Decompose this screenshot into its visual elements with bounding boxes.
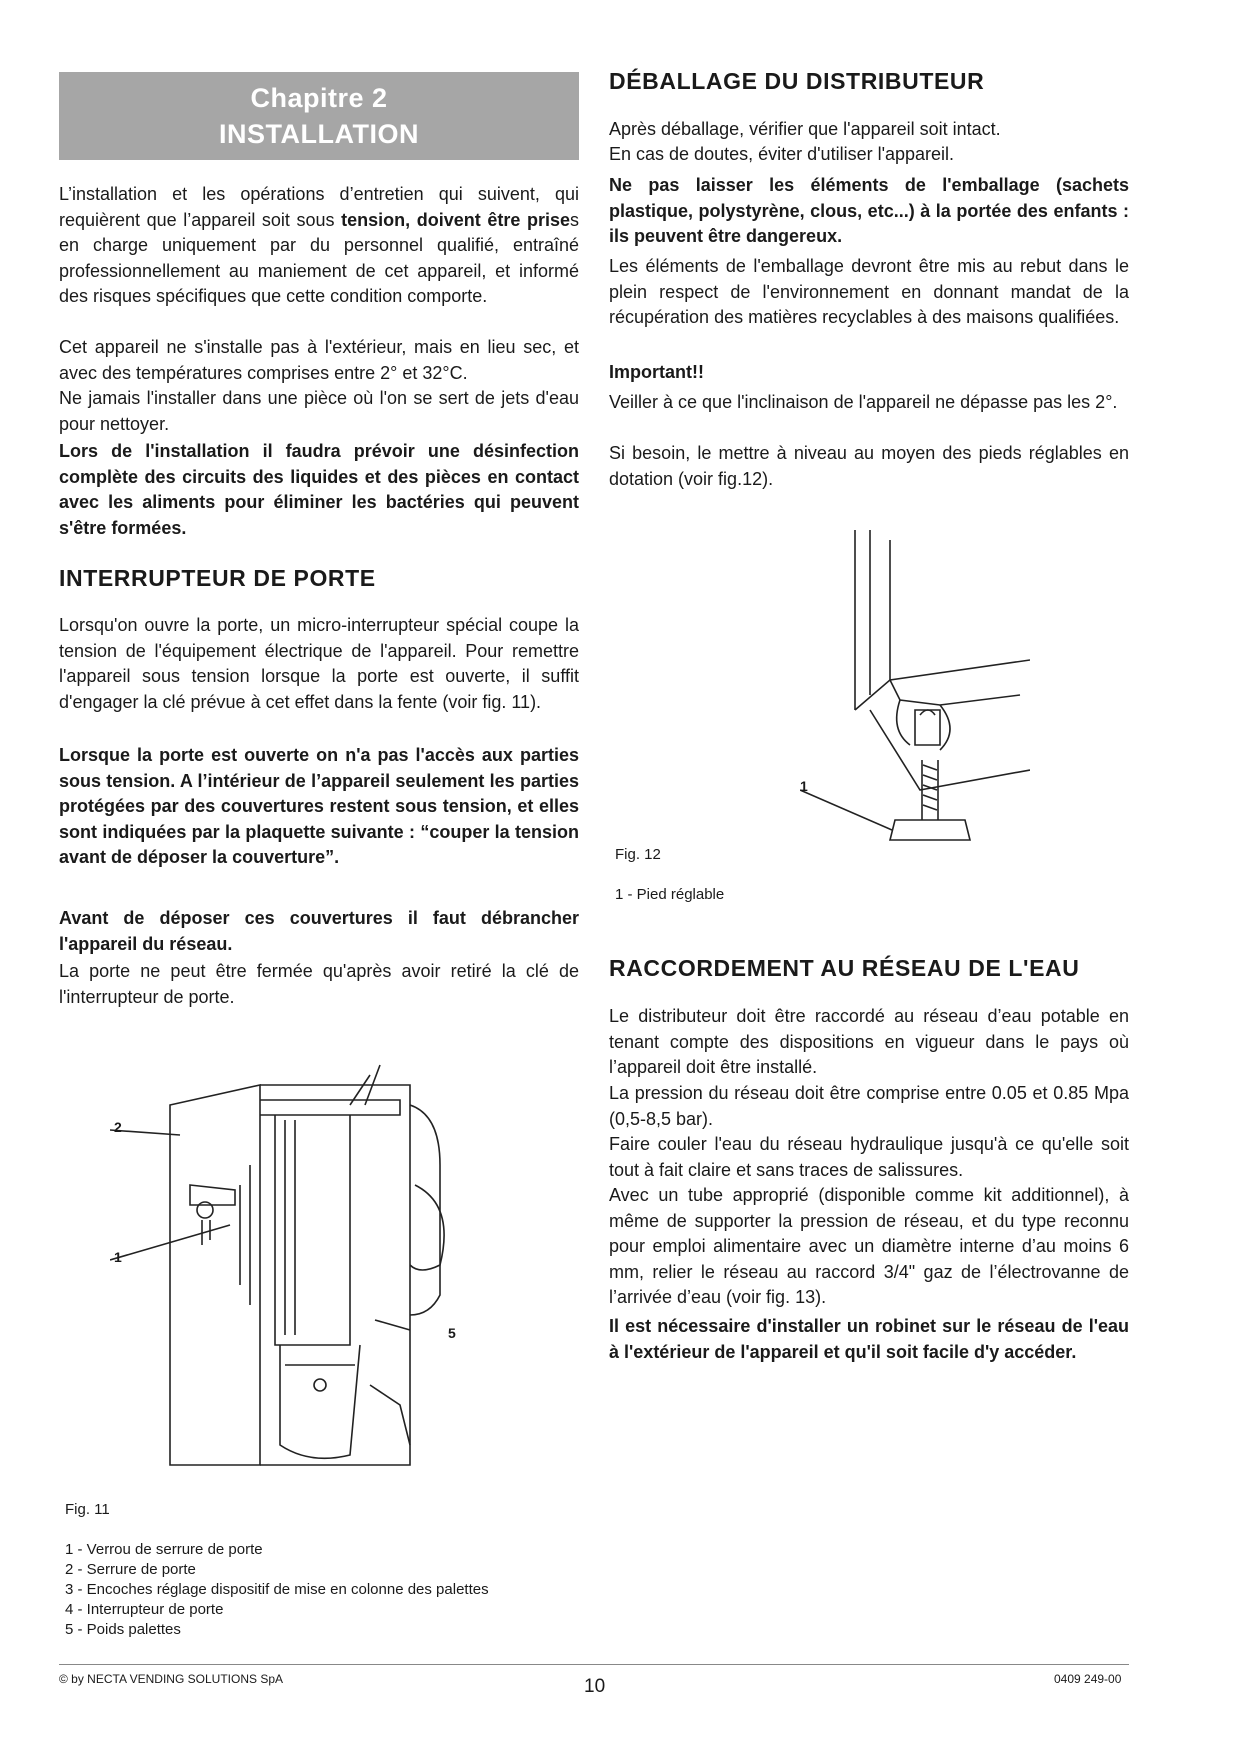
tilt-paragraph: Veiller à ce que l'inclinaison de l'appareil ne dépasse pas les 2°. (609, 392, 1118, 412)
tap-warning: Il est nécessaire d'installer un robinet sur le réseau de l'eau à l'extérieur de l'appareil et qu'il soit facile d'y accéder. (609, 1316, 1129, 1362)
legend-item: 5 - Poids palettes (65, 1621, 181, 1638)
legend-item: 1 - Verrou de serrure de porte (65, 1541, 263, 1558)
chapter-banner (59, 72, 579, 160)
fig12-label-1: 1 (800, 778, 808, 794)
door-disconnect-warning: Avant de déposer ces couvertures il faut débrancher l'appareil du réseau. (59, 908, 579, 954)
legend-item: 2 - Serrure de porte (65, 1561, 196, 1578)
fig12-caption: Fig. 12 (615, 846, 661, 863)
intro-paragraph: L’installation et les opérations d’entretien qui suivent, qui requièrent que l’appareil soit sous tension, doivent être prises en charge uniquement par du personnel qualifié, entraîné professionnellement au maniement de cet appareil, et informé des risques spécifiques que cette condition comporte. (59, 184, 579, 306)
chapter-title: INSTALLATION (219, 119, 419, 149)
water-jet-paragraph: Ne jamais l'installer dans une pièce où l'on se sert de jets d'eau pour nettoyer. (59, 388, 579, 434)
fig11-illustration (110, 1045, 470, 1485)
fig12-legend: 1 - Pied réglable (615, 886, 725, 903)
fig11-legend (65, 1540, 489, 1640)
legend-item: 4 - Interrupteur de porte (65, 1601, 224, 1618)
packaging-warning: Ne pas laisser les éléments de l'emballage (sachets plastique, polystyrène, clous, etc...) à la portée des enfants : ils peuvent être dangereux. (609, 175, 1129, 246)
door-paragraph-4: La porte ne peut être fermée qu'après avoir retiré la clé de l'interrupteur de porte. (59, 961, 579, 1007)
unpack-paragraph-1: Après déballage, vérifier que l'appareil soit intact. (609, 119, 1001, 139)
footer-divider (59, 1664, 1129, 1665)
fig11-label-1: 1 (114, 1249, 122, 1265)
heading-unpacking: DÉBALLAGE DU DISTRIBUTEUR (609, 68, 985, 94)
footer-copyright: © by NECTA VENDING SOLUTIONS SpA (59, 1672, 284, 1686)
heading-door-switch: INTERRUPTEUR DE PORTE (59, 565, 376, 591)
legend-item: 3 - Encoches réglage dispositif de mise en colonne des palettes (65, 1581, 489, 1598)
fig12-illustration (800, 530, 1030, 850)
chapter-number: Chapitre 2 (250, 83, 388, 113)
unpack-disposal-paragraph: Les éléments de l'emballage devront être mis au rebut dans le plein respect de l'environnement en donnant mandat de la récupération des matières recyclables à des maisons qualifiées. (609, 256, 1129, 327)
water-paragraph-1: Le distributeur doit être raccordé au réseau d’eau potable en tenant compte des dispositions en vigueur dans le pays où l’appareil doit être installé. (609, 1006, 1129, 1077)
water-tube-paragraph: Avec un tube approprié (disponible comme kit additionnel), à même de supporter la pression de réseau, et du type reconnu pour emploi alimentaire avec un diamètre interne d’au moins 6 mm, relier le réseau au raccord 3/4" gaz de l’électrovanne de l’arrivée d’eau (voir fig. 13). (609, 1185, 1129, 1307)
fig11-caption: Fig. 11 (65, 1501, 110, 1518)
fig11-label-5: 5 (448, 1325, 456, 1341)
heading-water-connection: RACCORDEMENT AU RÉSEAU DE L'EAU (609, 955, 1080, 981)
location-paragraph: Cet appareil ne s'installe pas à l'extérieur, mais en lieu sec, et avec des températures comprises entre 2° et 32°C. (59, 337, 579, 383)
water-pressure-paragraph: La pression du réseau doit être comprise entre 0.05 et 0.85 Mpa (0,5-8,5 bar). (609, 1083, 1129, 1129)
levelling-paragraph: Si besoin, le mettre à niveau au moyen des pieds réglables en dotation (voir fig.12). (609, 443, 1129, 489)
water-flush-paragraph: Faire couler l'eau du réseau hydraulique jusqu'à ce qu'elle soit tout à fait claire et sans traces de salissures. (609, 1134, 1129, 1180)
door-paragraph-1: Lorsqu'on ouvre la porte, un micro-interrupteur spécial coupe la tension de l'équipement électrique de l'appareil. Pour remettre l'appareil sous tension lorsque la porte est ouverte, il suffit d'engager la clé prévue à cet effet dans la fente (voir fig. 11). (59, 615, 579, 712)
important-label: Important!! (609, 362, 704, 382)
page-number: 10 (584, 1676, 606, 1697)
disinfection-warning: Lors de l'installation il faudra prévoir une désinfection complète des circuits des liquides et des pièces en contact avec les aliments pour éliminer les bactéries qui peuvent s'être formées. (59, 441, 579, 538)
footer-code: 0409 249-00 (1054, 1672, 1122, 1686)
unpack-paragraph-2: En cas de doutes, éviter d'utiliser l'appareil. (609, 144, 955, 164)
fig11-label-2: 2 (114, 1119, 122, 1135)
door-warning: Lorsque la porte est ouverte on n'a pas l'accès aux parties sous tension. A l’intérieur de l’appareil seulement les parties protégées par des couvertures restent sous tension, et elles sont indiquées par la plaquette suivante : “couper la tension avant de déposer la couverture”. (59, 745, 579, 867)
